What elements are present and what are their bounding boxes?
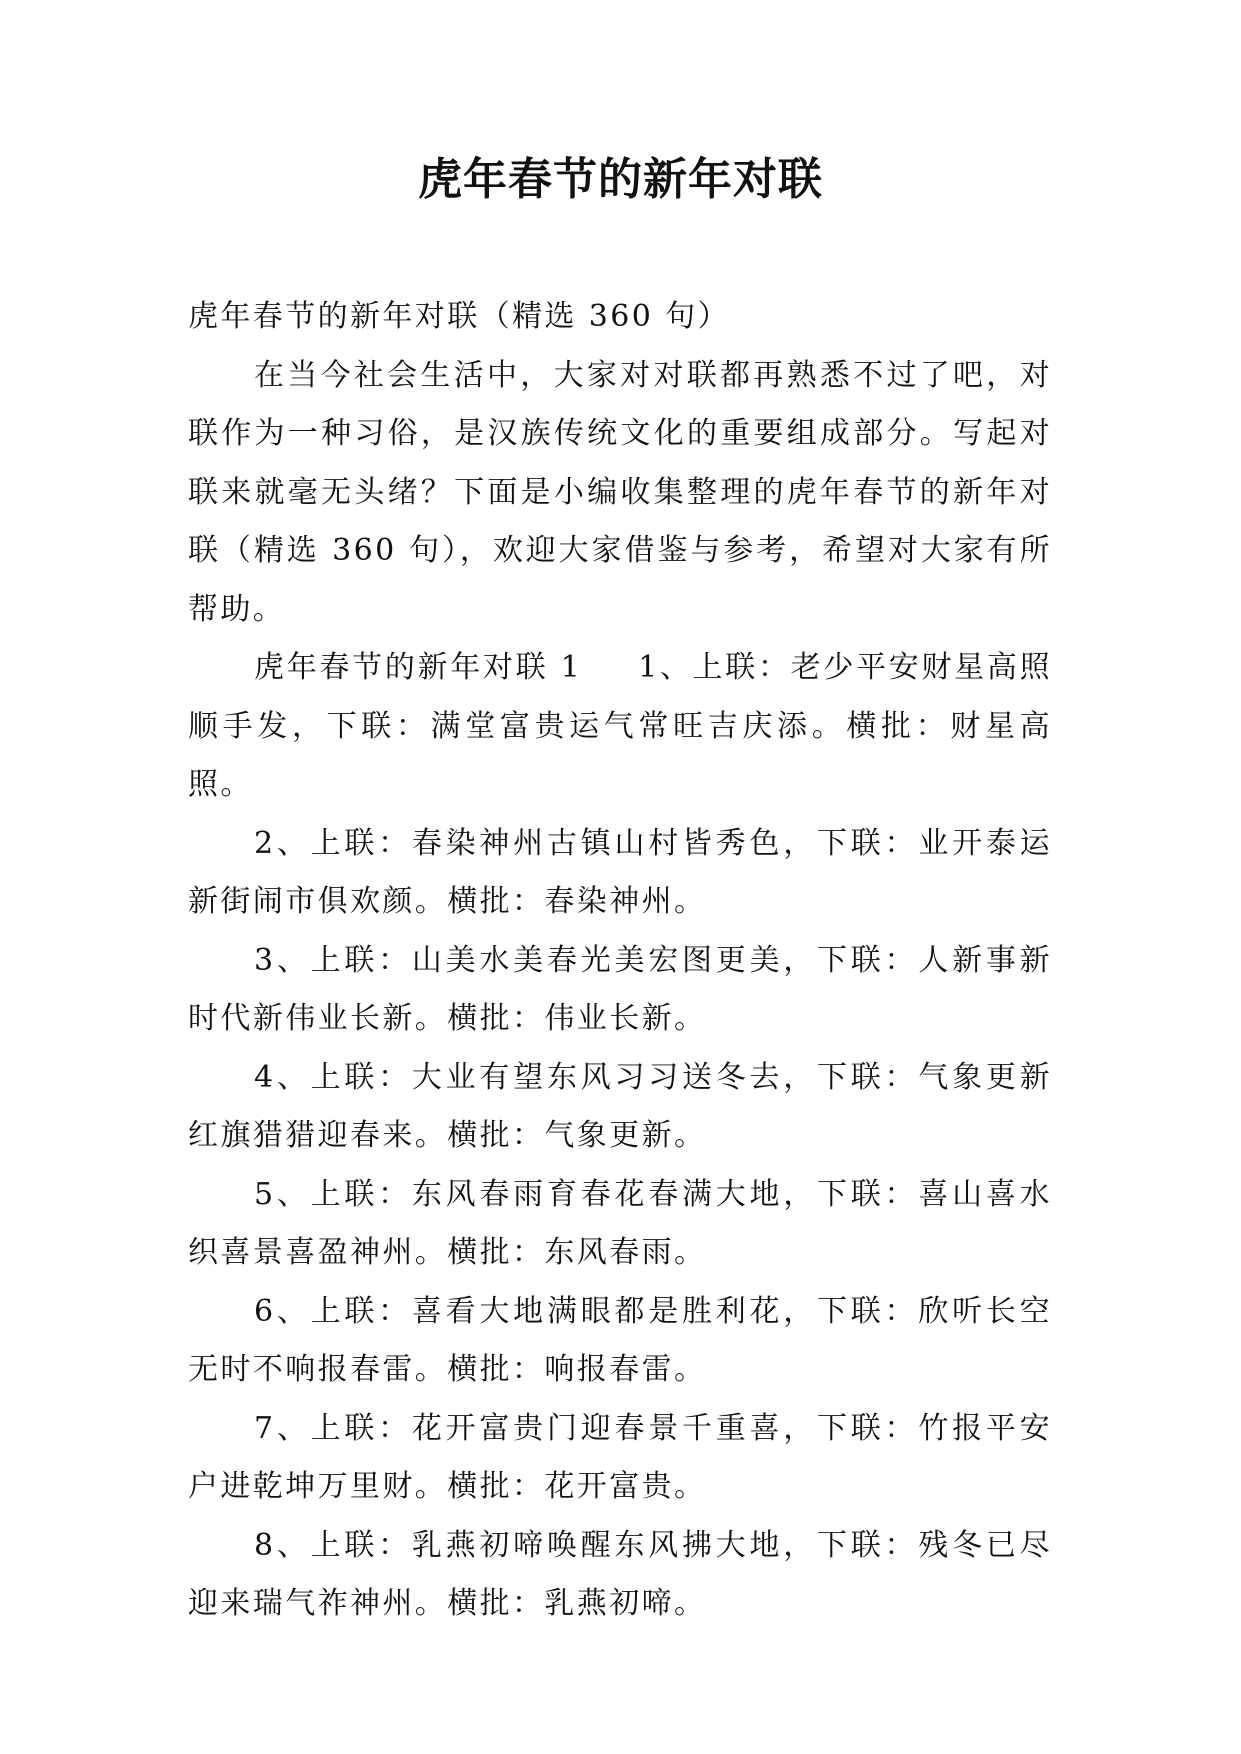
document-title: 虎年春节的新年对联 xyxy=(418,154,823,205)
couplet-item: 7、上联：花开富贵门迎春景千重喜，下联：竹报平安户进乾坤万里财。横批：花开富贵。 xyxy=(188,1410,1052,1504)
couplet-item: 5、上联：东风春雨育春花春满大地，下联：喜山喜水织喜景喜盈神州。横批：东风春雨。 xyxy=(188,1176,1052,1270)
document-subtitle: 虎年春节的新年对联（精选 360 句） xyxy=(188,299,730,334)
document-body xyxy=(188,288,1052,1634)
section-heading: 虎年春节的新年对联 1 xyxy=(254,650,583,685)
couplet-paragraph xyxy=(188,639,1052,815)
couplet-item: 2、上联：春染神州古镇山村皆秀色，下联：业开泰运新街闹市俱欢颜。横批：春染神州。 xyxy=(188,825,1052,919)
couplet-item: 1、上联：老少平安财星高照顺手发，下联：满堂富贵运气常旺吉庆添。横批：财星高照。 xyxy=(188,650,1052,802)
couplet-item: 6、上联：喜看大地满眼都是胜利花，下联：欣听长空无时不响报春雷。横批：响报春雷。 xyxy=(188,1293,1052,1387)
intro-paragraph: 在当今社会生活中，大家对对联都再熟悉不过了吧，对联作为一种习俗，是汉族传统文化的重要组成部分。写起对联来就毫无头绪？下面是小编收集整理的虎年春节的新年对联（精选 360 句），欢迎大家借鉴与参考，希望对大家有所帮助。 xyxy=(188,357,1052,627)
couplet-item: 3、上联：山美水美春光美宏图更美，下联：人新事新时代新伟业长新。横批：伟业长新。 xyxy=(188,942,1052,1036)
couplet-item: 8、上联：乳燕初啼唤醒东风拂大地，下联：残冬已尽迎来瑞气祚神州。横批：乳燕初啼。 xyxy=(188,1527,1052,1621)
couplet-item: 4、上联：大业有望东风习习送冬去，下联：气象更新红旗猎猎迎春来。横批：气象更新。 xyxy=(188,1059,1052,1153)
